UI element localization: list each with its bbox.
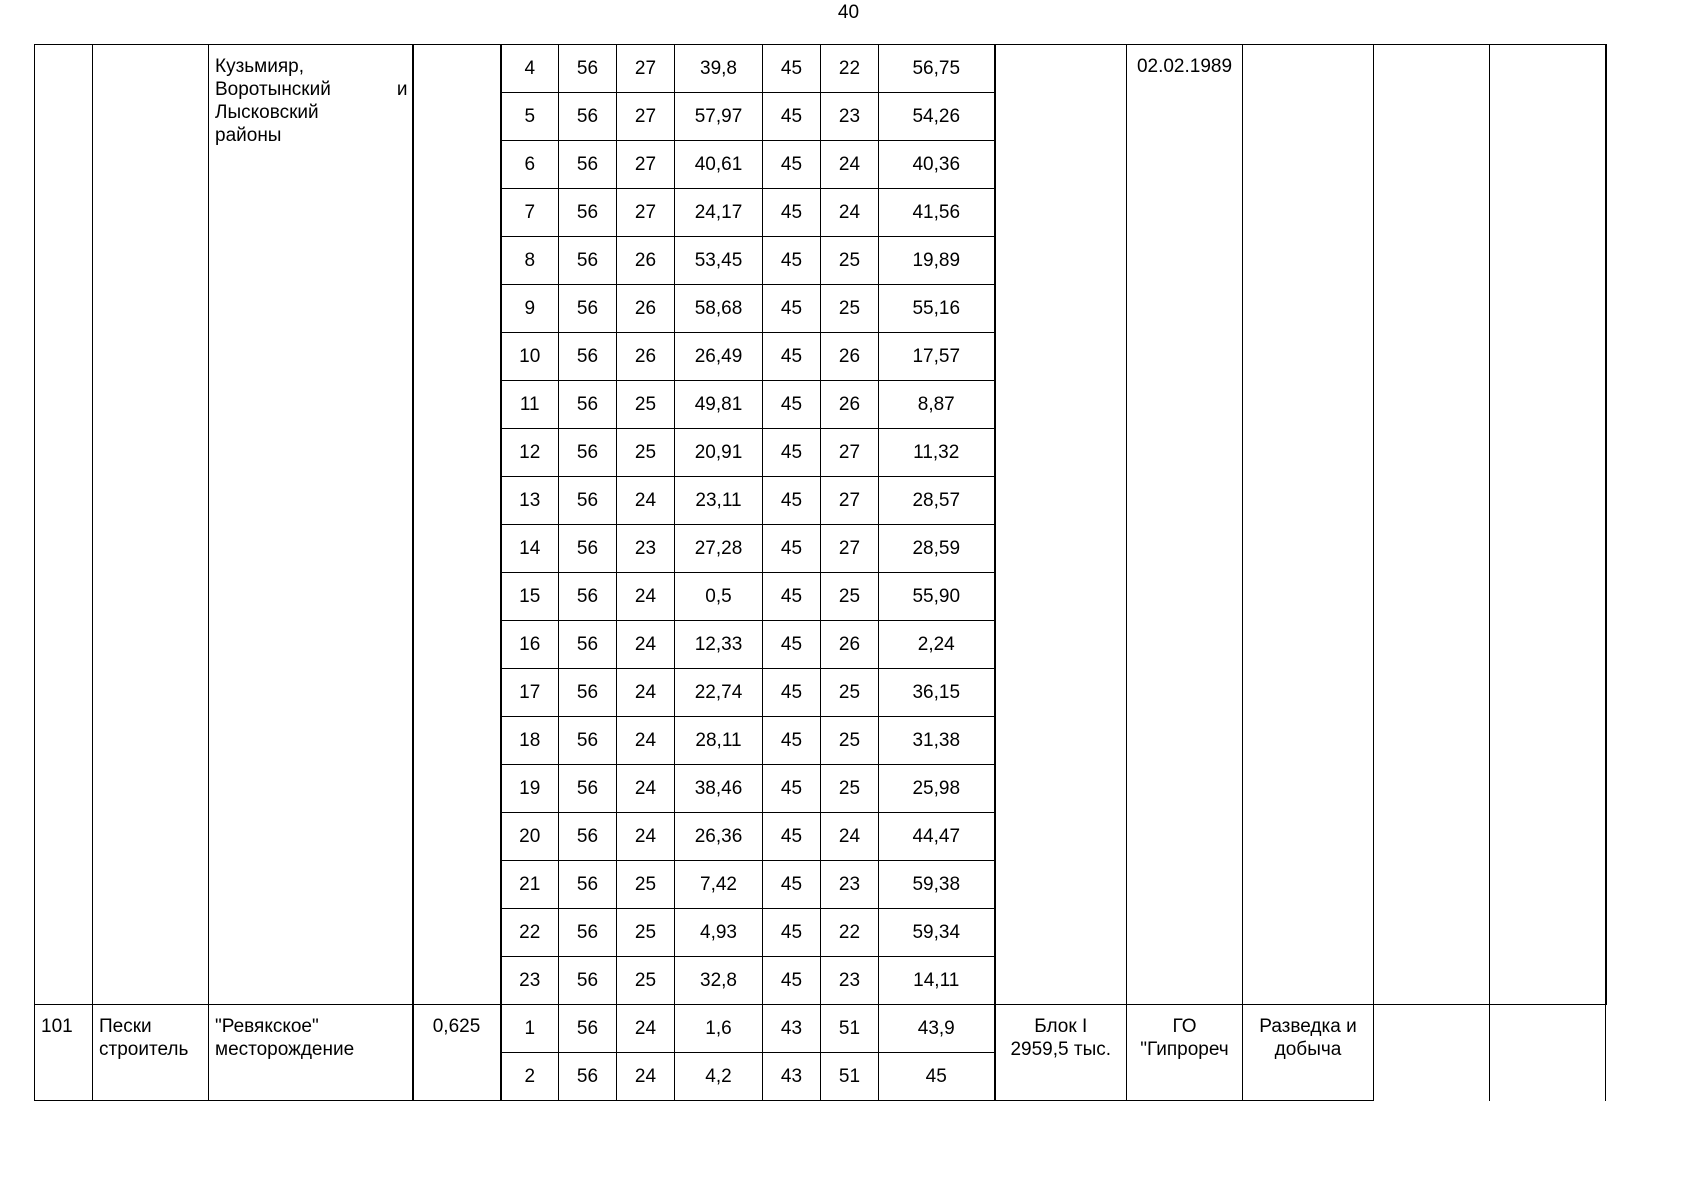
point-number: 17 (501, 669, 559, 717)
page-number: 40 (837, 2, 860, 23)
lon-minutes: 22 (821, 909, 879, 957)
lon-minutes: 25 (821, 573, 879, 621)
lon-seconds: 19,89 (879, 237, 995, 285)
point-number: 20 (501, 813, 559, 861)
point-number: 8 (501, 237, 559, 285)
lon-minutes: 22 (821, 45, 879, 93)
point-number: 10 (501, 333, 559, 381)
lon-minutes: 23 (821, 93, 879, 141)
lon-seconds: 28,59 (879, 525, 995, 573)
lat-degrees: 56 (559, 1053, 617, 1101)
lat-degrees: 56 (559, 477, 617, 525)
reserves-value-line: 2959,5 тыс. (1010, 1039, 1112, 1060)
lon-degrees: 45 (763, 861, 821, 909)
lat-degrees: 56 (559, 669, 617, 717)
area-value-line: 0,625 (432, 1016, 481, 1037)
lon-minutes: 27 (821, 429, 879, 477)
lat-degrees: 56 (559, 765, 617, 813)
lat-minutes: 27 (617, 93, 675, 141)
purpose-value (1243, 1005, 1374, 1101)
lon-degrees: 45 (763, 189, 821, 237)
lat-seconds: 1,6 (675, 1005, 763, 1053)
lon-degrees: 45 (763, 525, 821, 573)
purpose-value-line: добыча (1274, 1039, 1342, 1060)
point-number: 9 (501, 285, 559, 333)
lon-seconds: 28,57 (879, 477, 995, 525)
lon-minutes: 27 (821, 525, 879, 573)
extra-cell-2 (1490, 1005, 1606, 1101)
lat-degrees: 56 (559, 621, 617, 669)
point-number: 22 (501, 909, 559, 957)
lat-degrees: 56 (559, 45, 617, 93)
lat-degrees: 56 (559, 813, 617, 861)
lat-minutes: 25 (617, 909, 675, 957)
lon-degrees: 45 (763, 573, 821, 621)
lon-degrees: 45 (763, 813, 821, 861)
lat-seconds: 23,11 (675, 477, 763, 525)
point-number: 13 (501, 477, 559, 525)
lat-seconds: 24,17 (675, 189, 763, 237)
reserves-value (995, 1005, 1127, 1101)
lat-degrees: 56 (559, 957, 617, 1005)
purpose-value-line: Разведка и (1259, 1016, 1357, 1037)
deposit-name-line: "Ревякское" (215, 1016, 319, 1037)
lon-minutes: 25 (821, 717, 879, 765)
lon-minutes: 51 (821, 1005, 879, 1053)
lat-degrees: 56 (559, 333, 617, 381)
lat-minutes: 24 (617, 1053, 675, 1101)
lon-minutes: 27 (821, 477, 879, 525)
lat-degrees: 56 (559, 285, 617, 333)
lat-seconds: 38,46 (675, 765, 763, 813)
lat-minutes: 24 (617, 669, 675, 717)
lat-minutes: 27 (617, 45, 675, 93)
lon-degrees: 45 (763, 45, 821, 93)
mineral-type-line: строитель (99, 1039, 189, 1060)
reserves-value-line: Блок I (1034, 1016, 1088, 1037)
lon-seconds: 59,34 (879, 909, 995, 957)
lon-degrees: 45 (763, 237, 821, 285)
lon-minutes: 24 (821, 189, 879, 237)
location-cell-line: Воротынский и (215, 79, 408, 100)
lon-degrees: 43 (763, 1053, 821, 1101)
license-date-cell (1127, 45, 1243, 1005)
lat-seconds: 26,49 (675, 333, 763, 381)
lat-degrees: 56 (559, 189, 617, 237)
lon-seconds: 8,87 (879, 381, 995, 429)
lat-degrees: 56 (559, 573, 617, 621)
point-number: 16 (501, 621, 559, 669)
extra-cell-1 (1374, 45, 1490, 1005)
lat-seconds: 20,91 (675, 429, 763, 477)
lon-degrees: 45 (763, 477, 821, 525)
lon-degrees: 45 (763, 957, 821, 1005)
lon-degrees: 45 (763, 285, 821, 333)
lat-minutes: 26 (617, 333, 675, 381)
lon-minutes: 25 (821, 765, 879, 813)
point-number: 4 (501, 45, 559, 93)
lon-seconds: 36,15 (879, 669, 995, 717)
lon-minutes: 23 (821, 861, 879, 909)
point-number: 23 (501, 957, 559, 1005)
point-number: 11 (501, 381, 559, 429)
extra-cell-3 (1606, 1005, 1607, 1101)
lat-degrees: 56 (559, 525, 617, 573)
location-cell-line: районы (215, 125, 282, 146)
lat-seconds: 32,8 (675, 957, 763, 1005)
lon-minutes: 25 (821, 285, 879, 333)
lat-minutes: 25 (617, 429, 675, 477)
lat-minutes: 24 (617, 1005, 675, 1053)
lat-minutes: 27 (617, 141, 675, 189)
point-number: 2 (501, 1053, 559, 1101)
lat-seconds: 40,61 (675, 141, 763, 189)
lat-minutes: 25 (617, 861, 675, 909)
lat-minutes: 26 (617, 237, 675, 285)
lat-seconds: 7,42 (675, 861, 763, 909)
lon-minutes: 24 (821, 813, 879, 861)
lat-seconds: 39,8 (675, 45, 763, 93)
lat-degrees: 56 (559, 717, 617, 765)
lon-seconds: 43,9 (879, 1005, 995, 1053)
lon-degrees: 45 (763, 765, 821, 813)
lon-minutes: 24 (821, 141, 879, 189)
lat-minutes: 24 (617, 621, 675, 669)
lon-degrees: 45 (763, 669, 821, 717)
lat-minutes: 23 (617, 525, 675, 573)
lat-degrees: 56 (559, 237, 617, 285)
lat-seconds: 58,68 (675, 285, 763, 333)
lon-minutes: 25 (821, 669, 879, 717)
lon-seconds: 31,38 (879, 717, 995, 765)
lat-minutes: 26 (617, 285, 675, 333)
entry-number (35, 1005, 93, 1101)
lat-degrees: 56 (559, 141, 617, 189)
lat-seconds: 53,45 (675, 237, 763, 285)
table-row (35, 1005, 1607, 1053)
lat-degrees: 56 (559, 861, 617, 909)
point-number: 1 (501, 1005, 559, 1053)
mineral-type-line: Пески (99, 1016, 152, 1037)
location-cell-line: Лысковский (215, 102, 319, 123)
deposit-name (209, 1005, 413, 1101)
extra-cell-1 (1374, 1005, 1490, 1101)
lat-degrees: 56 (559, 909, 617, 957)
extra-cell-2 (1490, 45, 1606, 1005)
lat-minutes: 25 (617, 957, 675, 1005)
area-value (413, 1005, 501, 1101)
lat-degrees: 56 (559, 93, 617, 141)
lon-seconds: 45 (879, 1053, 995, 1101)
lon-seconds: 41,56 (879, 189, 995, 237)
source-value-line: "Гипрореч (1140, 1039, 1229, 1060)
point-number: 14 (501, 525, 559, 573)
lat-seconds: 0,5 (675, 573, 763, 621)
deposit-name-line: месторождение (215, 1039, 355, 1060)
point-number: 15 (501, 573, 559, 621)
point-number: 12 (501, 429, 559, 477)
lon-seconds: 59,38 (879, 861, 995, 909)
source-value-line: ГО (1172, 1016, 1197, 1037)
lon-degrees: 45 (763, 93, 821, 141)
lon-minutes: 23 (821, 957, 879, 1005)
lat-degrees: 56 (559, 1005, 617, 1053)
point-number: 5 (501, 93, 559, 141)
point-number: 6 (501, 141, 559, 189)
mineral-cell (93, 45, 209, 1005)
source-value (1127, 1005, 1243, 1101)
lon-degrees: 43 (763, 1005, 821, 1053)
location-cell-line: Кузьмияр, (215, 56, 304, 77)
lon-minutes: 26 (821, 333, 879, 381)
number-cell (35, 45, 93, 1005)
purpose-cell (1243, 45, 1374, 1005)
point-number: 7 (501, 189, 559, 237)
table-row (35, 45, 1607, 93)
lat-degrees: 56 (559, 381, 617, 429)
registry-table (34, 44, 1607, 1101)
lat-seconds: 26,36 (675, 813, 763, 861)
lon-degrees: 45 (763, 429, 821, 477)
lon-minutes: 51 (821, 1053, 879, 1101)
lon-seconds: 11,32 (879, 429, 995, 477)
lat-seconds: 27,28 (675, 525, 763, 573)
location-cell (209, 45, 413, 1005)
lon-minutes: 25 (821, 237, 879, 285)
lon-seconds: 14,11 (879, 957, 995, 1005)
lon-seconds: 56,75 (879, 45, 995, 93)
area-cell (413, 45, 501, 1005)
lon-degrees: 45 (763, 141, 821, 189)
lon-degrees: 45 (763, 717, 821, 765)
lon-seconds: 55,16 (879, 285, 995, 333)
point-number: 19 (501, 765, 559, 813)
lat-minutes: 24 (617, 573, 675, 621)
lon-seconds: 25,98 (879, 765, 995, 813)
lat-degrees: 56 (559, 429, 617, 477)
lat-minutes: 24 (617, 765, 675, 813)
lat-seconds: 57,97 (675, 93, 763, 141)
lon-degrees: 45 (763, 333, 821, 381)
lon-degrees: 45 (763, 381, 821, 429)
lat-seconds: 12,33 (675, 621, 763, 669)
lat-seconds: 22,74 (675, 669, 763, 717)
lat-minutes: 25 (617, 381, 675, 429)
point-number: 21 (501, 861, 559, 909)
lon-degrees: 45 (763, 621, 821, 669)
lon-minutes: 26 (821, 381, 879, 429)
lat-seconds: 49,81 (675, 381, 763, 429)
extra-cell-3 (1606, 45, 1607, 1005)
lon-seconds: 55,90 (879, 573, 995, 621)
lon-seconds: 44,47 (879, 813, 995, 861)
lat-seconds: 4,2 (675, 1053, 763, 1101)
point-number: 18 (501, 717, 559, 765)
lon-seconds: 40,36 (879, 141, 995, 189)
lon-minutes: 26 (821, 621, 879, 669)
reserves-cell (995, 45, 1127, 1005)
lat-minutes: 24 (617, 477, 675, 525)
lat-minutes: 27 (617, 189, 675, 237)
entry-number-line: 101 (41, 1016, 73, 1037)
mineral-type (93, 1005, 209, 1101)
lat-seconds: 4,93 (675, 909, 763, 957)
lon-seconds: 17,57 (879, 333, 995, 381)
lon-seconds: 54,26 (879, 93, 995, 141)
lat-minutes: 24 (617, 813, 675, 861)
lon-degrees: 45 (763, 909, 821, 957)
lon-seconds: 2,24 (879, 621, 995, 669)
license-date-cell-line: 02.02.1989 (1136, 56, 1233, 77)
lat-minutes: 24 (617, 717, 675, 765)
lat-seconds: 28,11 (675, 717, 763, 765)
